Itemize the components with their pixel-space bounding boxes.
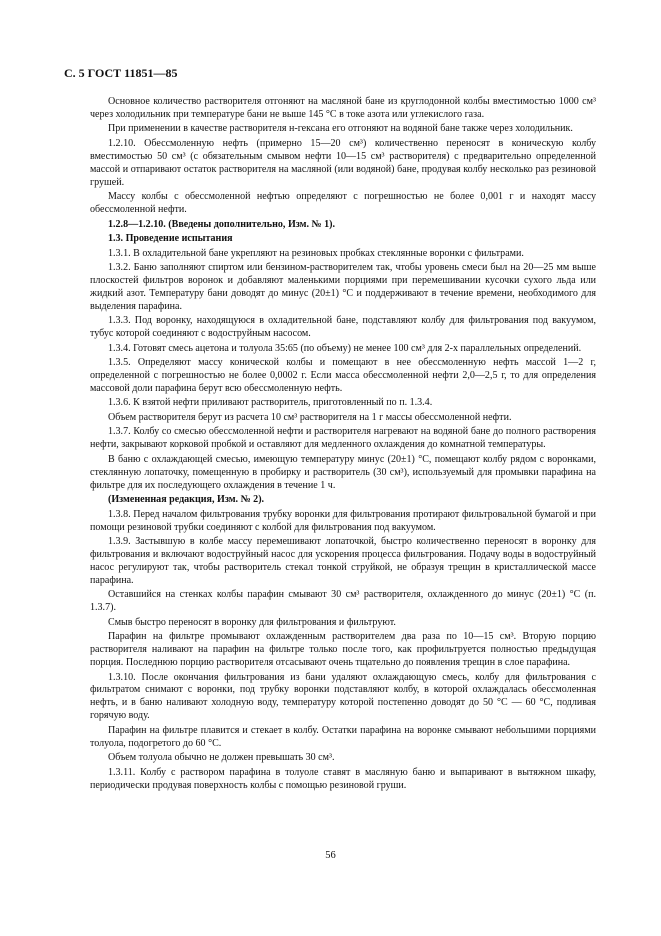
- paragraph: В баню с охлаждающей смесью, имеющую температуру минус (20±1) °С, помещают колбу рядом с воронками, стеклянную лопаточку, помещенную в пробирку и растворитель (30 см³), используемый для промывки парафина на фильтре для их последующего охлаждения в течение 1 ч.: [90, 453, 596, 491]
- paragraph: Оставшийся на стенках колбы парафин смывают 30 см³ растворителя, охлажденного до минус (20±1) °С (п. 1.3.7).: [90, 589, 596, 614]
- paragraph: Объем толуола обычно не должен превышать 30 см³.: [108, 752, 335, 764]
- paragraph: 1.3.4. Готовят смесь ацетона и толуола 35:65 (по объему) не менее 100 см³ для 2-х параллельных определений.: [108, 342, 582, 354]
- section-heading: 1.3. Проведение испытания: [108, 233, 233, 245]
- paragraph: Массу колбы с обессмоленной нефтью определяют с погрешностью не более 0,001 г и находят массу обессмоленной нефти.: [90, 191, 596, 216]
- paragraph: Парафин на фильтре промывают охлажденным растворителем два раза по 10—15 см³. Вторую порцию растворителя наливают на парафин на фильтре только после того, как профильтруется полностью предыдущая порция. Последнюю порцию растворителя отсасывают очень тщательно до появления трещин в слое парафина.: [90, 631, 596, 669]
- paragraph: 1.2.10. Обессмоленную нефть (примерно 15—20 см³) количественно переносят в коническую колбу вместимостью 50 см³ (с обязательным смывом нефти 10—15 см³ растворителя) с предварительно определенной массой и отпаривают остаток растворителя на масляной (или водяной) бане, продувая колбу несколько раз резиновой грушей.: [90, 137, 596, 188]
- paragraph: При применении в качестве растворителя н-гексана его отгоняют на водяной бане также через холодильник.: [108, 123, 573, 135]
- paragraph: 1.3.6. К взятой нефти приливают растворитель, приготовленный по п. 1.3.4.: [108, 397, 433, 409]
- paragraph: 1.3.8. Перед началом фильтрования трубку воронки для фильтрования протирают фильтровальной бумагой и при помощи резиновой трубки соединяют с колбой для фильтрования под вакуумом.: [90, 508, 596, 533]
- paragraph: 1.3.9. Застывшую в колбе массу перемешивают лопаточкой, быстро количественно переносят в воронку для фильтрования и включают водоструйный насос для ускорения процесса фильтрования. Подачу воды в водоструйный насос регулируют так, чтобы растворитель стекал тонкой струйкой, не образуя трещин в кристаллической массе парафина.: [90, 536, 596, 586]
- page-number: 56: [325, 850, 336, 861]
- paragraph: Смыв быстро переносят в воронку для фильтрования и фильтруют.: [108, 616, 396, 628]
- amendment-note: (Измененная редакция, Изм. № 2).: [108, 494, 265, 506]
- document-body: [90, 96, 596, 794]
- amendment-note: 1.2.8—1.2.10. (Введены дополнительно, Изм. № 1).: [108, 218, 336, 230]
- paragraph: Объем растворителя берут из расчета 10 см³ растворителя на 1 г массы обессмоленной нефти.: [108, 411, 512, 423]
- paragraph: 1.3.5. Определяют массу конической колбы и помещают в нее обессмоленную нефть массой 1—2 г, определенной с погрешностью не более 0,0002 г. Если масса обессмоленной нефти 2,0—2,5 г, то для определения массовой доли парафина берут всю обессмоленную нефть.: [90, 357, 596, 394]
- paragraph: Парафин на фильтре плавится и стекает в колбу. Остатки парафина на воронке смывают небольшими порциями толуола, подогретого до 60 °С.: [90, 724, 596, 749]
- paragraph: 1.3.11. Колбу с раствором парафина в толуоле ставят в масляную баню и выпаривают в вытяжном шкафу, периодически продувая поверхность колбы с помощью резиновой груши.: [90, 766, 596, 791]
- paragraph: Основное количество растворителя отгоняют на масляной бане из круглодонной колбы вместимостью 1000 см³ через холодильник при температуре бани не выше 145 °С в токе азота или углекислого газа.: [90, 96, 596, 120]
- page-header: С. 5 ГОСТ 11851—85: [64, 66, 178, 80]
- paragraph: 1.3.3. Под воронку, находящуюся в охладительной бане, подставляют колбу для фильтрования под вакуумом, тубус которой соединяют с водоструйным насосом.: [90, 315, 596, 340]
- paragraph: 1.3.2. Баню заполняют спиртом или бензином-растворителем так, чтобы уровень смеси был на 20—25 мм выше плоскостей фильтров воронок и добавляют маленькими порциями при перемешивании кусочки сухого льда или жидкий азот. Температуру бани доводят до минус (20±1) °С и поддерживают в течение времени, необходимого для выделения парафина.: [90, 262, 596, 312]
- paragraph: 1.3.10. После окончания фильтрования из бани удаляют охлаждающую смесь, колбу для фильтрования с фильтратом снимают с воронки, под трубку воронки подставляют колбу, в которой охлаждалась обессмоленная нефть, и в баню наливают холодную воду, температуру которой постепенно доводят до 50 °С — 60 °С, подливая горячую воду.: [90, 671, 596, 722]
- paragraph: 1.3.1. В охладительной бане укрепляют на резиновых пробках стеклянные воронки с фильтрами.: [108, 247, 524, 259]
- paragraph: 1.3.7. Колбу со смесью обессмоленной нефти и растворителя нагревают на водяной бане до полного растворения нефти, закрывают корковой пробкой и оставляют для медленного охлаждения до комнатной температуры.: [90, 426, 596, 451]
